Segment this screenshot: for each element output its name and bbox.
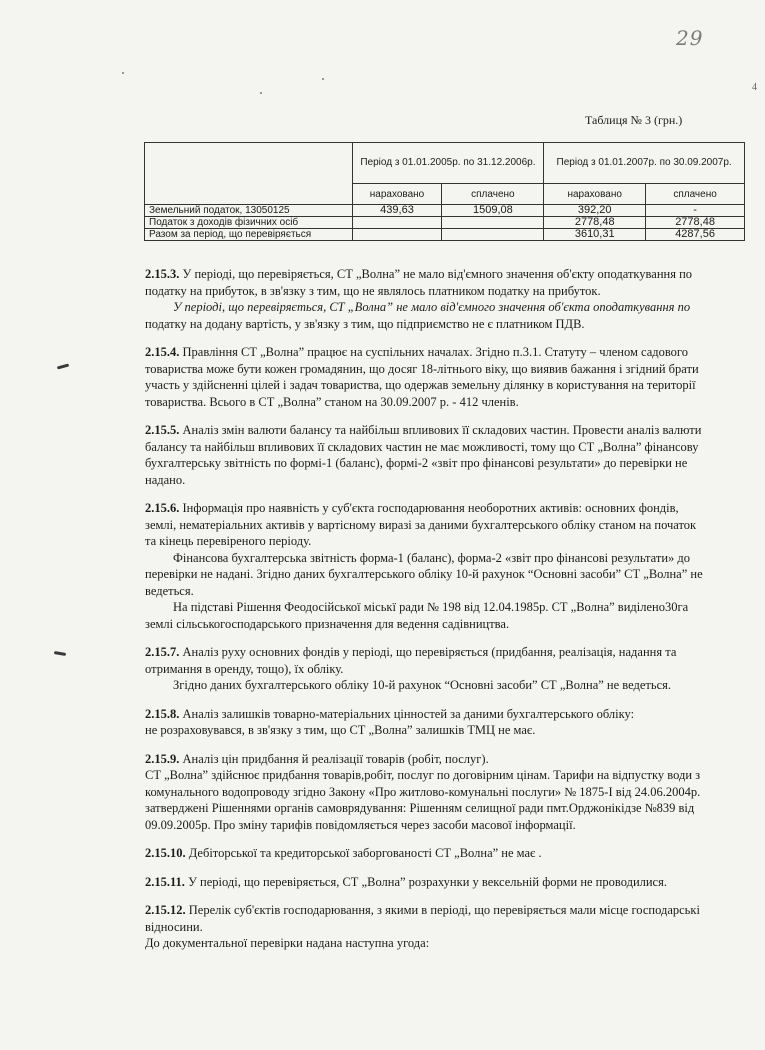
cell-value: 1509,08 [442,205,544,217]
text-line: У періоді, що перевіряється, СТ „Волна” розрахунки у вексельній форми не проводилися. [188,874,667,889]
paragraph-line: перевірки не надані. Згідно даних бухгалтерського обліку 10-й рахунок “Основні засоби” СТ „Волна” не [145,567,703,581]
paragraph-line: не розраховувався, в зв'язку з тим, що СТ „Волна” залишків ТМЦ не має. [145,723,536,737]
paragraph-line: товариства може бути кожен громадянин, що досяг 18-літнього віку, що виявив бажання і згідний брати [145,361,699,376]
tax-table [144,142,745,241]
section-number: 2.15.12. [145,903,186,917]
paragraph-line [145,751,755,768]
section-number: 2.15.9. [145,751,180,766]
cell-value: 4287,56 [646,229,745,241]
paragraph-line: ведеться. [145,583,194,598]
section-number: 2.15.4. [145,345,180,359]
text-line: Дебіторської та кредиторської заборгованості СТ „Волна” не має . [188,846,542,860]
scan-speck [122,72,124,74]
paragraph-line: затверджені Рішеннями органів самоврядування: Рішенням селищної ради пмт.Орджонікідзе №839 від [145,801,695,815]
section-number: 2.15.3. [145,267,180,281]
table-row [145,205,745,217]
paragraph-line: 09.09.2005р. Про зміну тарифів повідомляється через засоби масової інформації. [145,817,576,832]
paragraph-line: бухгалтерську звітність по формі-1 (баланс), формі-2 «звіт про фінансові результати» до перевірки не [145,456,688,470]
cell-value [442,229,544,241]
table-row [145,229,745,241]
row-label: Податок з доходів фізичних осіб [145,217,353,229]
table-row [145,217,745,229]
cell-value: 2778,48 [544,217,646,229]
paragraph-line [145,500,755,517]
cell-value: - [646,205,745,217]
text-line: Аналіз залишків товарно-матеріальних цінностей за даними бухгалтерського обліку: [182,706,635,721]
paragraph-line [145,845,755,862]
paragraph-line: отримання в оренду, тощо), їх обліку. [145,661,344,676]
section-number: 2.15.7. [145,645,180,659]
scan-speck [322,78,324,80]
table-corner-cell [145,143,353,205]
section-number: 2.15.10. [145,846,186,860]
paragraph-line: землі, нематеріальних активів у вартісному виразі за даними бухгалтерського обліку станом на початок [145,517,697,532]
paragraph-line: податку на додану вартість, у зв'язку з тим, що підприємство не є платником ПДВ. [145,316,585,331]
paragraph-line: На підставі Рішення Феодосійської міськї ради № 198 від 12.04.1985р. СТ „Волна” виділено30га [173,600,689,614]
paragraph-line: та кінець перевіреного періоду. [145,534,312,548]
paragraph-line [145,902,755,919]
cell-value: 439,63 [352,205,442,217]
subheader-accrued-2: нараховано [544,184,646,205]
cell-value [352,229,442,241]
period2-header: Період з 01.01.2007р. по 30.09.2007р. [544,143,745,184]
cell-value [442,217,544,229]
paragraph-line: надано. [145,472,186,487]
table-header-row [145,143,745,184]
paragraph-line: Згідно даних бухгалтерського обліку 10-й рахунок “Основні засоби” СТ „Волна” не ведеться. [173,678,672,692]
paragraph-line [145,266,755,283]
binder-hole-mark [57,363,69,369]
text-line: Аналіз змін валюти балансу та найбільш впливових її складових частин. Провести аналіз валюти [182,423,702,437]
paragraph-line: землі сільськогосподарського призначення для ведення садівництва. [145,616,510,631]
cell-value [352,217,442,229]
paragraph-line: відносини. [145,919,203,934]
section-number: 2.15.5. [145,423,180,437]
paragraph-line [145,706,755,723]
document-body [145,266,755,952]
text-line: У періоді, що перевіряється, СТ „Волна” не мало від'ємного значення об'єкту оподаткування по [182,267,693,281]
corner-mark: 4 [752,82,757,93]
row-label: Разом за період, що перевіряється [145,229,353,241]
cell-value: 3610,31 [544,229,646,241]
section-number: 2.15.6. [145,501,180,515]
binder-hole-mark [54,651,66,656]
text-line: Аналіз руху основних фондів у періоді, що перевіряється (придбання, реалізація, надання та [182,645,677,659]
scan-speck [260,92,262,94]
subheader-accrued-1: нараховано [352,184,442,205]
paragraph-line: СТ „Волна” здійснює придбання товарів,робіт, послуг по договірним цінам. Тарифи на відпустку води з [145,768,701,782]
section-number: 2.15.8. [145,706,180,721]
paragraph-line: До документальної перевірки надана наступна угода: [145,936,430,950]
table-caption: Таблиця № 3 (грн.) [585,113,683,127]
paragraph-line [145,344,755,361]
paragraph-line: податку на прибуток, в зв'язку з тим, що не являлось платником податку на прибуток. [145,283,601,298]
paragraph-line: участь у здійсненні цілей і задач товариства, що одержав земельну ділянку в користування на території [145,378,696,392]
period1-header: Період з 01.01.2005р. по 31.12.2006р. [352,143,544,184]
subheader-paid-2: сплачено [646,184,745,205]
paragraph-line [145,644,755,661]
section-number: 2.15.11. [145,874,185,889]
row-label: Земельний податок, 13050125 [145,205,353,217]
paragraph-line: балансу та найбільш впливових її складових частин не має можливості, тому що СТ „Волна” фінансову [145,439,699,454]
subheader-paid-1: сплачено [442,184,544,205]
cell-value: 392,20 [544,205,646,217]
text-line: Інформація про наявність у суб'єкта господарювання необоротних активів: основних фондів, [182,501,679,515]
text-line: Правління СТ „Волна” працює на суспільних началах. Згідно п.3.1. Статуту – членом садового [182,345,688,359]
handwritten-page-number: 29 [676,26,704,50]
paragraph-line [145,422,755,439]
paragraph-line: комунального водопроводу згідно Закону «Про житлово-комунальні послуги» № 1875-І від 24.06.2004р. [145,784,701,799]
text-line: Аналіз цін придбання й реалізації товарів (робіт, послуг). [182,751,489,766]
paragraph-line [145,874,755,891]
paragraph-line: Фінансова бухгалтерська звітність форма-1 (баланс), форма-2 «звіт про фінансові результати» до [173,550,691,565]
text-line: Перелік суб'єктів господарювання, з якими в періоді, що перевіряється мали місце господарські [188,903,700,917]
paragraph-line: товариства. Всього в СТ „Волна” станом на 30.09.2007 р. - 412 членів. [145,394,519,409]
italic-line: У періоді, що перевіряється, СТ „Волна” не мало від'ємного значення об'єкта оподаткування по [173,300,691,314]
cell-value: 2778,48 [646,217,745,229]
